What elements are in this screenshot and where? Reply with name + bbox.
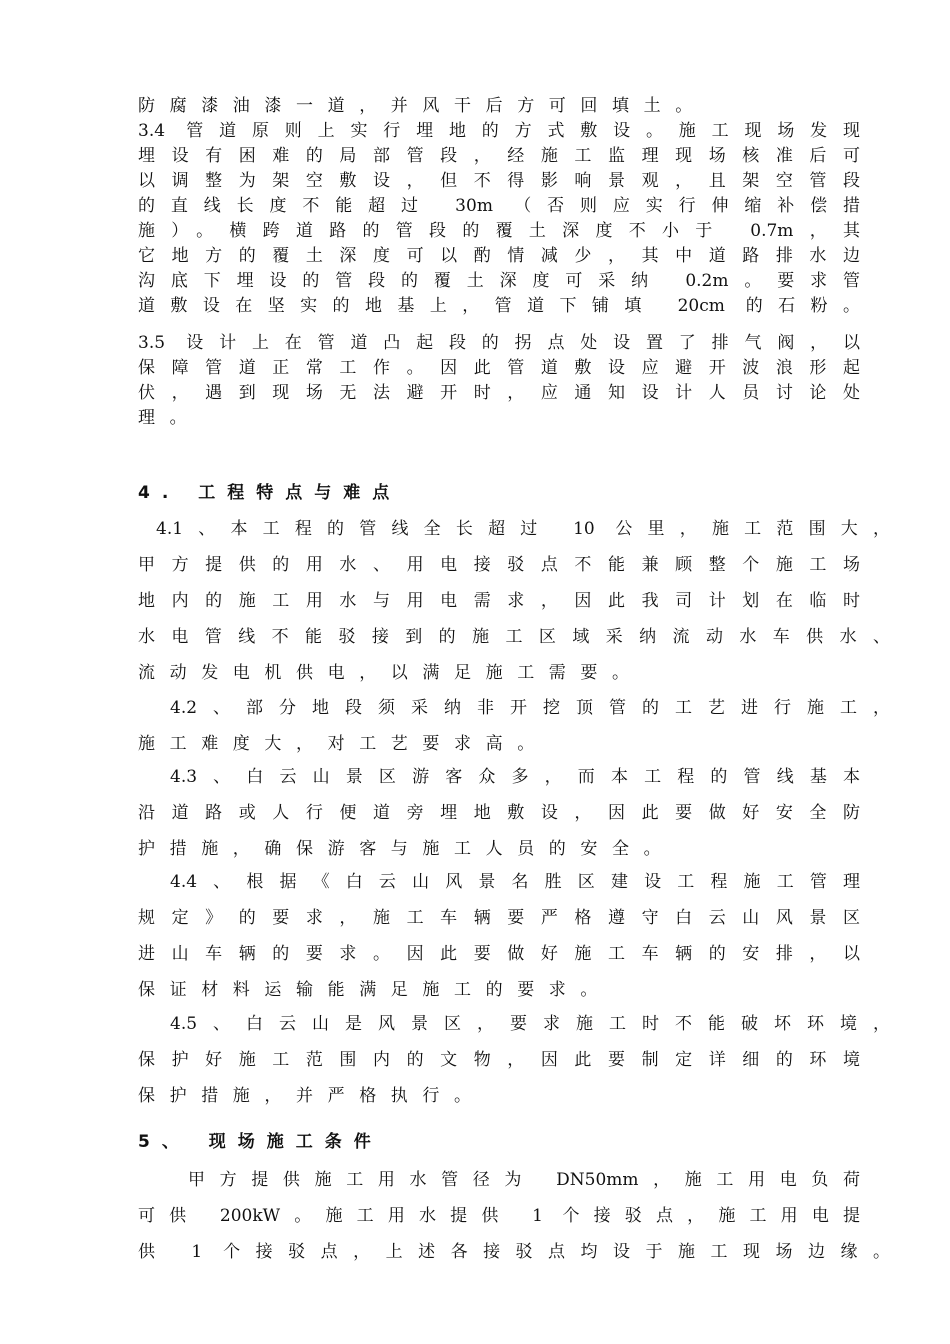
text-line: 4.1、本工程的管线全长超过 10 公里，施工范围大， <box>156 519 890 539</box>
section-4-heading: 4. 工程特点与难点 <box>138 483 402 503</box>
text-line: 甲方提供的用水、用电接驳点不能兼顾整个施工场 <box>138 555 860 575</box>
text-line: 4.5、白云山是风景区，要求施工时不能破坏环境， <box>170 1014 890 1034</box>
text-line: 可供 200kW。施工用水提供 1 个接驳点，施工用电提 <box>138 1206 860 1226</box>
text-line: 甲方提供施工用水管径为 DN50mm，施工用电负荷 <box>188 1170 860 1190</box>
text-line: 保护好施工范围内的文物，因此要制定详细的环境 <box>138 1050 860 1070</box>
text-line: 水电管线不能驳接到的施工区域采纳流动水车供水、 <box>138 627 890 647</box>
text-line: 沟底下埋设的管段的覆土深度可采纳 0.2m。要求管 <box>138 271 860 291</box>
text-line: 地内的施工用水与用电需求，因此我司计划在临时 <box>138 591 860 611</box>
text-line: 规定》的要求，施工车辆要严格遵守白云山风景区 <box>138 908 860 928</box>
text-line: 护措施，确保游客与施工人员的安全。 <box>138 839 676 859</box>
text-line: 4.2、部分地段须采纳非开挖顶管的工艺进行施工， <box>170 698 890 718</box>
text-line: 的直线长度不能超过 30m （否则应实行伸缩补偿措 <box>138 196 860 216</box>
text-line: 理。 <box>138 408 202 428</box>
text-line: 埋设有困难的局部管段，经施工监理现场核准后可 <box>138 146 860 166</box>
text-line: 流动发电机供电，以满足施工需要。 <box>138 663 644 683</box>
text-line: 供 1 个接驳点，上述各接驳点均设于施工现场边缘。 <box>138 1242 890 1262</box>
text-line: 伏，遇到现场无法避开时，应通知设计人员讨论处 <box>138 383 860 403</box>
text-line: 施）。横跨道路的管段的覆土深度不小于 0.7m，其 <box>138 221 860 241</box>
text-line: 沿道路或人行便道旁埋地敷设，因此要做好安全防 <box>138 803 860 823</box>
text-line: 保证材料运输能满足施工的要求。 <box>138 980 612 1000</box>
text-line: 3.5 设计上在管道凸起段的拐点处设置了排气阀，以 <box>138 333 860 353</box>
text-line: 4.3、白云山景区游客众多，而本工程的管线基本 <box>170 767 860 787</box>
text-line: 保护措施，并严格执行。 <box>138 1086 486 1106</box>
text-line: 保障管道正常工作。因此管道敷设应避开波浪形起 <box>138 358 860 378</box>
text-line: 4.4、根据《白云山风景名胜区建设工程施工管理 <box>170 872 860 892</box>
text-line: 防腐漆油漆一道，并风干后方可回填土。 <box>138 96 707 116</box>
text-line: 它地方的覆土深度可以酌情减少，其中道路排水边 <box>138 246 860 266</box>
text-line: 道敷设在坚实的地基上，管道下铺填 20cm 的石粉。 <box>138 296 860 316</box>
text-line: 3.4 管道原则上实行埋地的方式敷设。施工现场发现 <box>138 121 860 141</box>
text-line: 施工难度大，对工艺要求高。 <box>138 734 549 754</box>
section-5-heading: 5、 现场施工条件 <box>138 1132 383 1152</box>
text-line: 进山车辆的要求。因此要做好施工车辆的安排，以 <box>138 944 860 964</box>
text-line: 以调整为架空敷设，但不得影响景观，且架空管段 <box>138 171 860 191</box>
